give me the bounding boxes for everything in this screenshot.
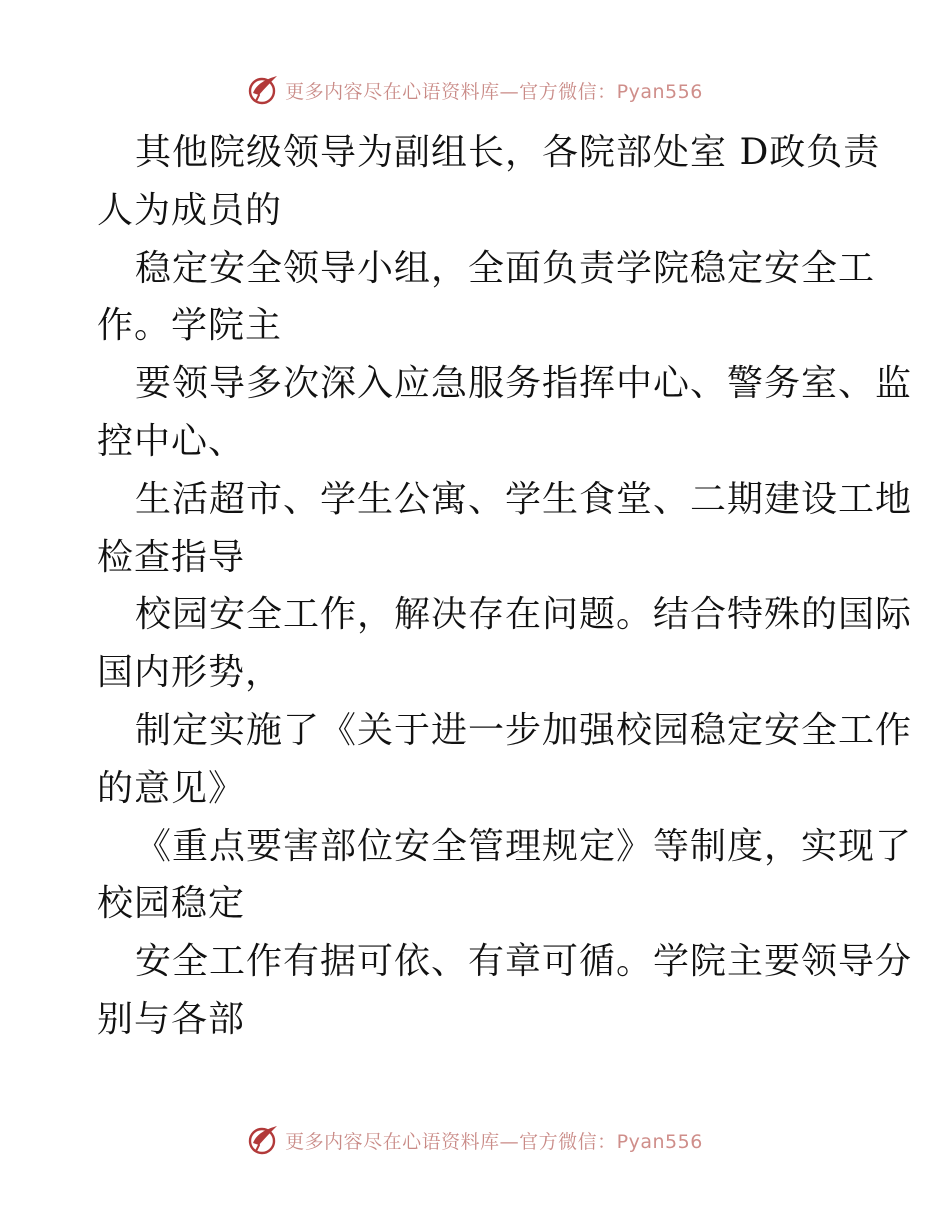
paragraph	[97, 355, 913, 471]
paragraph-line: 生活超市、学生公寓、学生食堂、二期建设工地	[135, 478, 913, 520]
wechat-id: Pyan556	[616, 1130, 703, 1153]
paragraph	[97, 702, 913, 818]
quill-pen-logo-icon	[247, 1123, 281, 1157]
document-body	[97, 124, 913, 1049]
paragraph	[97, 818, 913, 934]
paragraph	[97, 586, 913, 702]
paragraph	[97, 240, 876, 356]
paragraph-line: 人为成员的	[97, 189, 283, 231]
paragraph-line: 稳定安全领导小组，全面负责学院稳定安全工	[135, 247, 876, 289]
paragraph-line: 校园稳定	[97, 883, 246, 925]
paragraph-line: 校园安全工作，解决存在问题。结合特殊的国际	[135, 594, 913, 636]
watermark-label: 更多内容尽在心语资料库—官方微信：	[285, 80, 617, 103]
paragraph	[97, 124, 881, 240]
paragraph-line: 其他院级领导为副组长，各院部处室 D政负责	[135, 132, 881, 173]
watermark-label: 更多内容尽在心语资料库—官方微信：	[285, 1130, 617, 1153]
wechat-id: Pyan556	[616, 80, 703, 103]
watermark-text	[285, 1127, 703, 1154]
paragraph	[97, 933, 913, 1049]
paragraph-line: 的意见》	[97, 767, 246, 809]
paragraph-line: 别与各部	[97, 998, 246, 1040]
paragraph-line: 安全工作有据可依、有章可循。学院主要领导分	[135, 941, 913, 983]
paragraph	[97, 471, 913, 587]
header-watermark	[0, 70, 950, 110]
quill-pen-logo-icon	[247, 73, 281, 107]
footer-watermark	[0, 1120, 950, 1160]
paragraph-line: 控中心、	[97, 420, 246, 462]
paragraph-line: 国内形势，	[97, 652, 283, 694]
paragraph-line: 作。学院主	[97, 305, 283, 347]
paragraph-line: 要领导多次深入应急服务指挥中心、警务室、监	[135, 363, 913, 405]
paragraph-line: 《重点要害部位安全管理规定》等制度，实现了	[135, 825, 913, 867]
paragraph-line: 制定实施了《关于进一步加强校园稳定安全工作	[135, 709, 913, 751]
watermark-text	[285, 77, 703, 104]
paragraph-line: 检查指导	[97, 536, 246, 578]
